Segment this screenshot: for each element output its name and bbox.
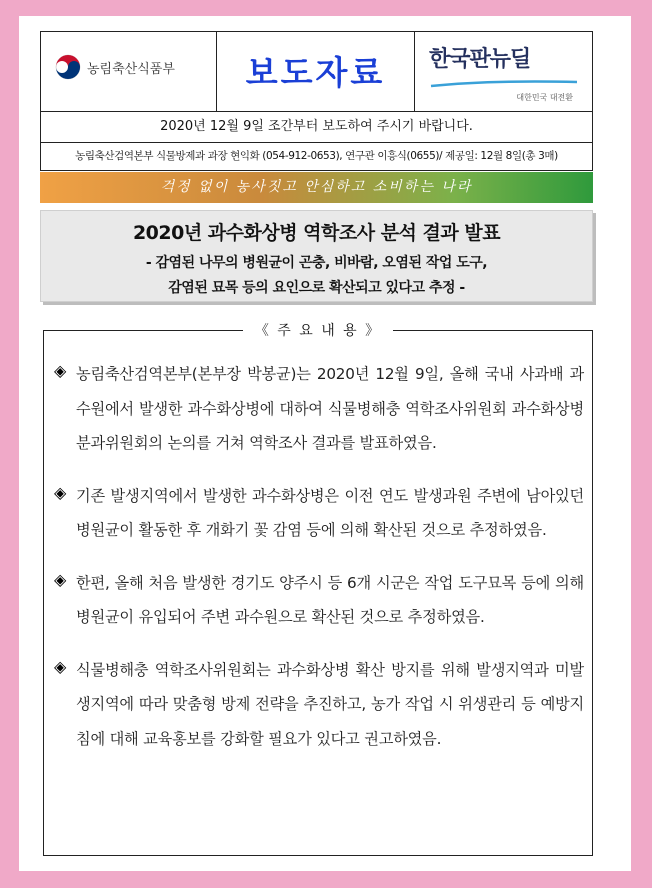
press-release-title: 보도자료 (245, 53, 386, 92)
ministry-cell (41, 32, 217, 111)
diamond-bullet-icon: ◈ (54, 361, 67, 380)
diamond-bullet-icon: ◈ (54, 482, 67, 502)
headline-title: 2020년 과수화상병 역학조사 분석 결과 발표 (132, 222, 501, 244)
list-item (52, 653, 584, 757)
header-table (40, 31, 593, 112)
ministry-logo (55, 54, 175, 80)
newdeal-logo-text: 한국판뉴딜 (429, 47, 531, 72)
newdeal-logo (429, 42, 579, 103)
list-item-text: 한편, 올해 처음 발생한 경기도 양주시 등 6개 시군은 작업 도구묘목 등에 의해 병원균이 유입되어 주변 과수원으로 확산된 것으로 추정하였음. (76, 573, 584, 626)
newdeal-swoosh-icon (429, 80, 579, 88)
headline-subtitle-2: 감염된 묘목 등의 요인으로 확산되고 있다고 추정 - (168, 280, 465, 296)
ministry-name: 농림축산식품부 (87, 61, 175, 77)
summary-heading: 《 주 요 내 용 》 (44, 320, 592, 340)
headline-subtitle-1: - 감염된 나무의 병원균이 곤충, 비바람, 오염된 작업 도구, (145, 255, 488, 271)
list-item-text: 농림축산검역본부(본부장 박봉균)는 2020년 12월 9일, 올해 국내 사과배 과수원에서 발생한 과수화상병에 대하여 식물병해충 역학조사위원회 과수화상병분과위원회의 논의를 거쳐 역학조사 결과를 발표하였음. (76, 365, 584, 452)
newdeal-slogan: 대한민국 대전환 (516, 93, 573, 102)
list-item-text: 기존 발생지역에서 발생한 과수화상병은 이전 연도 발생과원 주변에 남아있던 병원균이 활동한 후 개화기 꽃 감염 등에 의해 확산된 것으로 추정하였음. (76, 486, 584, 539)
embargo-notice: 2020년 12월 9일 조간부터 보도하여 주시기 바랍니다. (40, 112, 593, 143)
list-item-text: 식물병해충 역학조사위원회는 과수화상병 확산 방지를 위해 발생지역과 미발생지역에 따라 맞춤형 방제 전략을 추진하고, 농가 작업 시 위생관리 등 예방지침에 대해 교육홍보를 강화할 필요가 있다고 권고하였음. (76, 660, 584, 748)
diamond-bullet-icon: ◈ (54, 569, 67, 589)
newdeal-cell (415, 32, 591, 111)
headline-box (40, 210, 593, 302)
taegeuk-emblem-icon (55, 54, 81, 80)
list-item (52, 566, 584, 635)
title-cell (217, 32, 415, 111)
list-item (52, 357, 584, 461)
summary-box (43, 323, 593, 856)
slogan-banner: 걱정 없이 농사짓고 안심하고 소비하는 나라 (40, 172, 593, 203)
list-item (52, 479, 584, 548)
contact-info: 농림축산검역본부 식물방제과 과장 현익화 (054-912-0653), 연구관 이흥식(0655)/ 제공일: 12월 8일(총 3매) (40, 143, 593, 171)
diamond-bullet-icon: ◈ (54, 656, 67, 676)
summary-list (52, 357, 584, 774)
